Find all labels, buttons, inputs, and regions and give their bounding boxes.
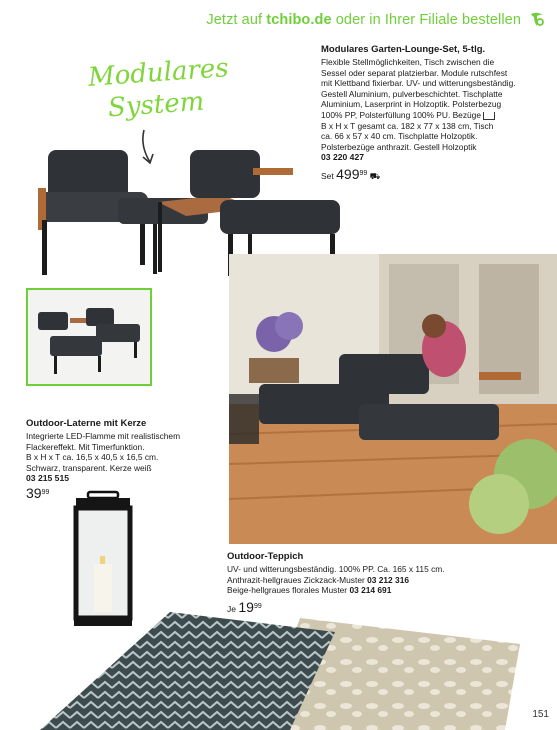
rug-line: UV- und witterungsbeständig. 100% PP. Ca. 165 x 115 cm. — [227, 564, 445, 574]
tagline-line1: Modulares — [87, 53, 230, 93]
rug-text-block — [227, 551, 527, 615]
lantern-title: Outdoor-Laterne mit Kerze — [26, 418, 147, 429]
header-cta: Jetzt auf tchibo.de oder in Ihrer Filiale bestellen — [206, 12, 521, 28]
rug-price: Je $19^{99}$ — [227, 598, 262, 615]
rugs-image — [0, 610, 557, 730]
terrace-scene-image — [229, 254, 557, 544]
lounge-price: Set $499^{99}$ ⛟ — [321, 166, 381, 183]
lounge-line: Sessel oder separat platzierbar. Module rutschfest — [321, 67, 508, 78]
lantern-line: Schwarz, transparent. Kerze weiß — [26, 462, 152, 473]
rug-article-number-floral: 03 214 691 — [349, 585, 392, 596]
lounge-text-block — [321, 44, 553, 183]
rug-description — [227, 564, 527, 596]
lounge-line: mit Klettband fixierbar. UV- und witterungsbeständig. — [321, 78, 516, 89]
tchibo-bean-logo-icon — [527, 10, 547, 30]
lounge-description — [321, 57, 553, 152]
lantern-price: $39^{99}$ — [26, 485, 50, 502]
lounge-line: 100% PP, Polsterfüllung 100% PU. Bezüge — [321, 109, 482, 120]
lounge-line: Flexible Stellmöglichkeiten, Tisch zwischen die — [321, 57, 495, 67]
lounge-line: ca. 66 x 57 x 40 cm. Tischplatte Holzoptik. — [321, 131, 478, 142]
lounge-title: Modulares Garten-Lounge-Set, 5-tlg. — [321, 44, 486, 55]
lounge-line: Polsterbezüge anthrazit. Gestell Holzoptik — [321, 141, 477, 152]
lounge-line: Aluminium, Laserprint in Holzoptik. Polsterbezug — [321, 99, 502, 110]
lantern-image — [70, 490, 136, 630]
tagline-line2: System — [107, 86, 206, 124]
lantern-line: Integrierte LED-Flamme mit realistischem — [26, 431, 181, 441]
rug-title: Outdoor-Teppich — [227, 551, 304, 562]
lantern-text-block — [26, 418, 226, 501]
lantern-line: Flackereffekt. Mit Timerfunktion. — [26, 441, 145, 452]
lounge-line: Gestell Aluminium, pulverbeschichtet. Tischplatte — [321, 88, 503, 99]
page-number: 151 — [532, 709, 549, 720]
lounge-line: B x H x T gesamt ca. 182 x 77 x 138 cm, Tisch — [321, 120, 494, 131]
lounge-article-number: 03 220 427 — [321, 152, 365, 163]
brand-link[interactable]: tchibo.de — [266, 12, 332, 28]
truck-icon: ⛟ — [369, 171, 381, 182]
lantern-article-number: 03 215 515 — [26, 473, 70, 484]
lantern-description — [26, 431, 226, 473]
washable-icon — [483, 112, 495, 120]
rug-line: Beige-hellgraues florales Muster 03 214 691 — [227, 585, 392, 596]
page-header — [0, 10, 557, 34]
rug-line: Anthrazit-hellgraues Zickzack-Muster 03 212 316 — [227, 574, 410, 585]
lantern-line: B x H x T ca. 16,5 x 40,5 x 16,5 cm. — [26, 452, 159, 463]
rug-article-number-zigzag: 03 212 316 — [367, 574, 410, 585]
alt-arrangement-image — [26, 288, 152, 386]
